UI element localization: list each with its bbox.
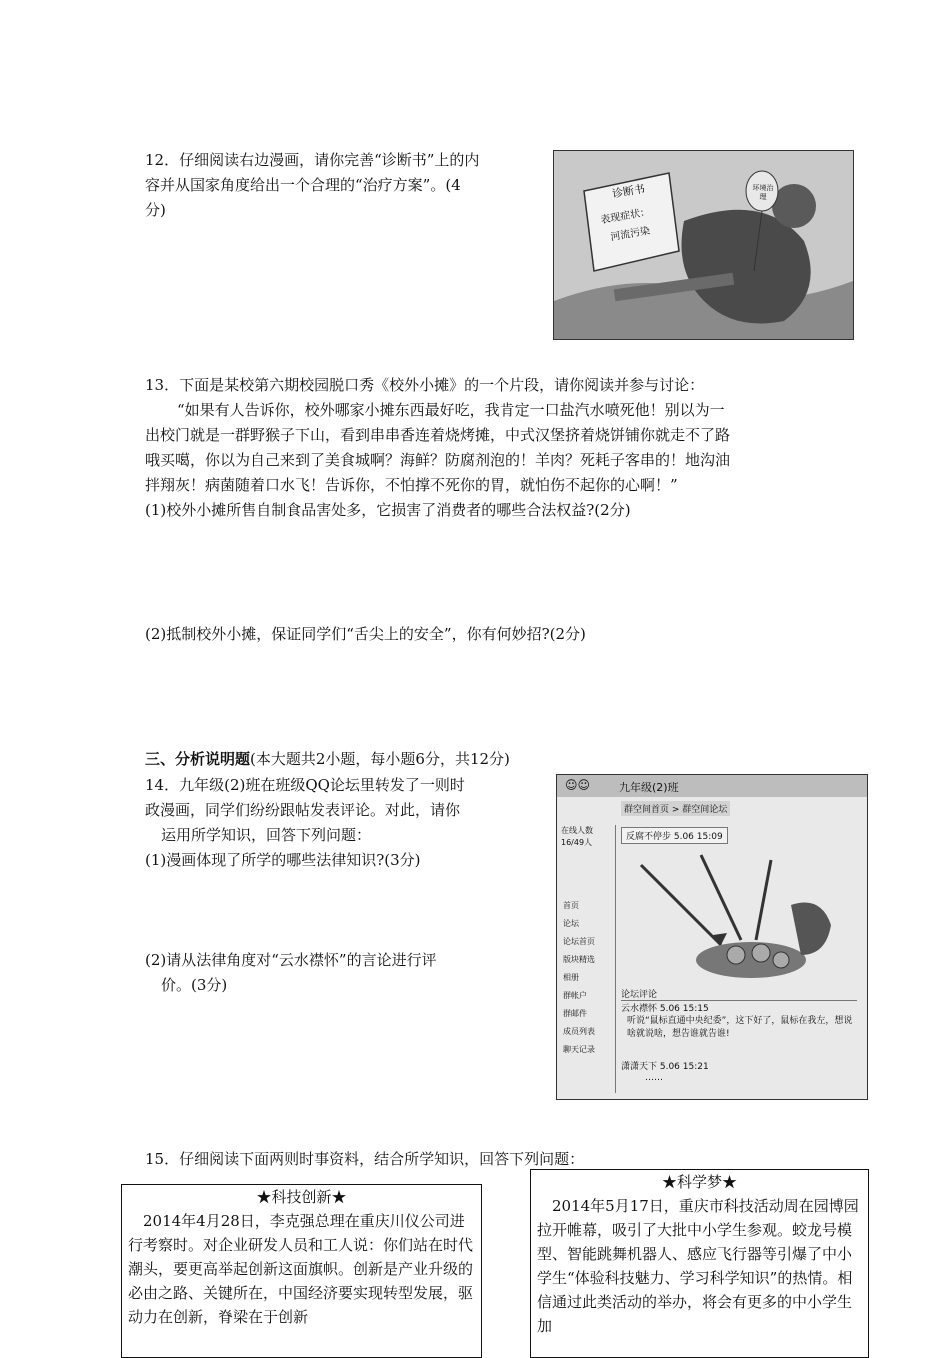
comment-section-header: 论坛评论 bbox=[621, 987, 857, 1001]
tech-innovation-title: ★科技创新★ bbox=[256, 1188, 347, 1206]
q14-sub-question-2-line-1: (2)请从法律角度对“云水襟怀”的言论进行评 bbox=[145, 951, 437, 969]
diagnosis-line-2: 河流污染 bbox=[609, 225, 651, 244]
forum-menu-item[interactable]: 论坛首页 bbox=[563, 937, 595, 946]
material-box-science-dream bbox=[530, 1169, 869, 1358]
q15-line-1: 15．仔细阅读下面两则时事资料，结合所学知识，回答下列问题： bbox=[145, 1150, 585, 1168]
q12-line-3: 分) bbox=[145, 201, 166, 219]
forum-menu-item[interactable]: 成员列表 bbox=[563, 1027, 595, 1036]
science-dream-body: 2014年5月17日，重庆市科技活动周在园博园拉开帷幕，吸引了大批中小学生参观。蛟龙号模型、智能跳舞机器人、感应飞行器等引爆了中小学生“体验科技魅力、学习科学知识”的热情。相信通过此类活动的举办，将会有更多的中小学生加 bbox=[537, 1197, 859, 1335]
q13-quote-line-2: 出校门就是一群野猴子下山，看到串串香连着烧烤摊，中式汉堡挤着烧饼铺你就走不了路 bbox=[145, 426, 731, 444]
q14-line-2: 政漫画，同学们纷纷跟帖发表评论。对此，请你 bbox=[145, 801, 461, 819]
q13-quote-line-4: 拌翔灰！病菌随着口水飞！告诉你，不怕撑不死你的胃，就怕伤不起你的心啊！” bbox=[145, 476, 678, 494]
forum-menu bbox=[563, 897, 595, 1059]
material-box-tech-innovation bbox=[121, 1184, 482, 1358]
forum-menu-item[interactable]: 版块精选 bbox=[563, 955, 595, 964]
forum-group-name: 九年级(2)班 bbox=[619, 781, 679, 794]
forum-menu-item[interactable]: 首页 bbox=[563, 901, 579, 910]
forum-menu-item[interactable]: 相册 bbox=[563, 973, 579, 982]
q13-quote-line-3: 哦买噶，你以为自己来到了美食城啊？海鲜？防腐剂泡的！羊肉？死耗子客串的！地沟油 bbox=[145, 451, 731, 469]
q13-line-1: 13．下面是某校第六期校园脱口秀《校外小摊》的一个片段，请你阅读并参与讨论： bbox=[145, 376, 705, 394]
forum-breadcrumb: 群空间首页 > 群空间论坛 bbox=[621, 801, 730, 816]
comment-1-text: 听说“鼠标直通中央纪委”，这下好了，鼠标在我左，想说啥就说啥，想告谁就告谁! bbox=[627, 1016, 853, 1039]
forum-menu-item[interactable]: 论坛 bbox=[563, 919, 579, 928]
drip-bag-label: 环境治理 bbox=[752, 184, 774, 201]
diagnosis-line-1: 表现症状： bbox=[599, 206, 651, 227]
q14-line-1: 14．九年级(2)班在班级QQ论坛里转发了一则时 bbox=[145, 776, 465, 794]
forum-post-title: 反腐不停步 5.06 15:09 bbox=[621, 827, 728, 844]
forum-menu-item[interactable]: 群帐户 bbox=[563, 991, 587, 1000]
tech-innovation-body: 2014年4月28日，李克强总理在重庆川仪公司进行考察时。对企业研发人员和工人说：你们站在时代潮头，要更高举起创新这面旗帜。创新是产业升级的必由之路、关键所在，中国经济要实现转型发展，驱动力在创新，脊梁在于创新 bbox=[128, 1212, 474, 1326]
forum-menu-item[interactable]: 群邮件 bbox=[563, 1009, 587, 1018]
q13-sub-question-2: (2)抵制校外小摊，保证同学们“舌尖上的安全”，你有何妙招?(2分) bbox=[145, 625, 586, 643]
polluted-river-cartoon bbox=[553, 150, 854, 340]
q14-sub-question-2-line-2: 价。(3分) bbox=[161, 976, 228, 994]
comment-2-user: 潇潇天下 5.06 15:21 bbox=[621, 1062, 709, 1072]
anti-corruption-cartoon bbox=[621, 845, 861, 985]
people-icon: ☺☺ bbox=[565, 778, 591, 792]
diagnosis-title: 诊断书 bbox=[611, 182, 646, 201]
q12-line-2: 容并从国家角度给出一个合理的“治疗方案”。(4 bbox=[145, 176, 461, 194]
comment-1-user: 云水襟怀 5.06 15:15 bbox=[621, 1004, 709, 1014]
q13-quote-line-1: “如果有人告诉你，校外哪家小摊东西最好吃，我肯定一口盐汽水喷死他！别以为一 bbox=[177, 401, 725, 419]
cartoon-drawing bbox=[554, 151, 853, 339]
forum-menu-item[interactable]: 聊天记录 bbox=[563, 1045, 595, 1054]
forum-header-bar bbox=[557, 775, 867, 797]
q14-line-3: 运用所学知识，回答下列问题： bbox=[161, 826, 372, 844]
qq-forum-screenshot bbox=[556, 774, 868, 1100]
online-count-value: 16/49人 bbox=[561, 838, 593, 847]
q12-line-1: 12．仔细阅读右边漫画，请你完善“诊断书”上的内 bbox=[145, 151, 480, 169]
section-heading bbox=[145, 747, 510, 772]
section-note: (本大题共2小题，每小题6分，共12分) bbox=[250, 750, 510, 768]
q14-sub-question-1: (1)漫画体现了所学的哪些法律知识?(3分) bbox=[145, 851, 421, 869]
online-count-label: 在线人数 bbox=[561, 826, 593, 835]
more-indicator: …… bbox=[645, 1073, 663, 1083]
q13-sub-question-1: (1)校外小摊所售自制食品害处多，它损害了消费者的哪些合法权益?(2分) bbox=[145, 501, 631, 519]
forum-sidebar bbox=[561, 825, 616, 1093]
section-title: 三、分析说明题 bbox=[145, 750, 251, 768]
science-dream-title: ★科学梦★ bbox=[661, 1173, 737, 1191]
